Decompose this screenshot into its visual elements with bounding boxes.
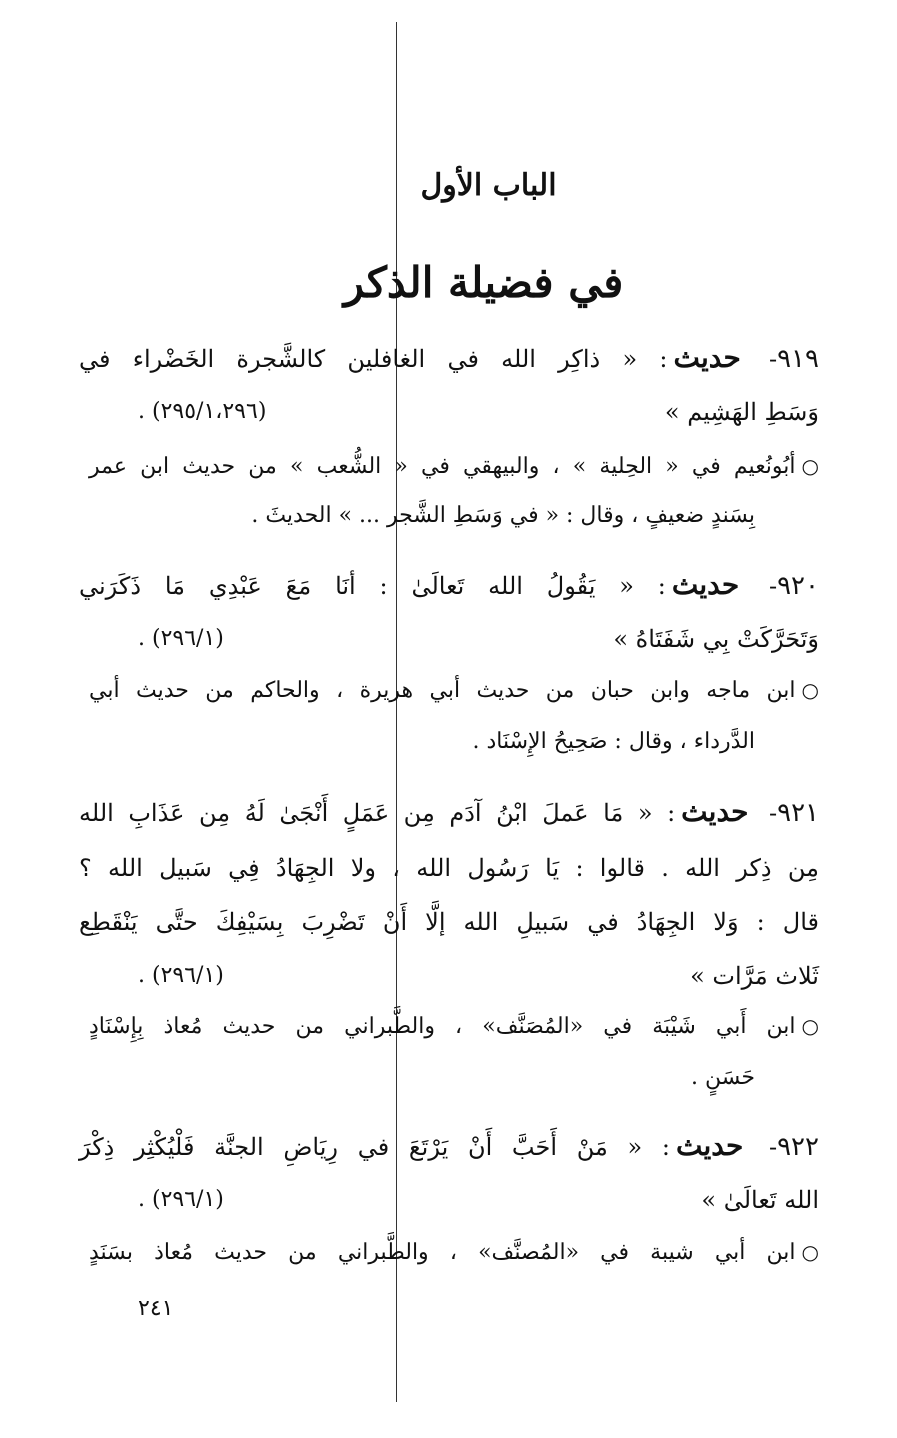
section-title: في فضيلة الذكر bbox=[343, 258, 624, 307]
hadith-919-note-2: بِسَندٍ ضعيفٍ ، وقال : « في وَسَطِ الشَّجر ... » الحديثَ . bbox=[251, 503, 755, 528]
chapter-title: الباب الأول bbox=[420, 168, 557, 203]
hadith-label: حديث bbox=[671, 568, 740, 601]
bullet-circle-icon: ○ bbox=[801, 454, 819, 478]
hadith-920-ref: (٢٩٦/١) . bbox=[138, 626, 224, 651]
hadith-number: ٩٢١ bbox=[777, 798, 820, 828]
hadith-label: حديث bbox=[675, 1129, 744, 1162]
hadith-920-note-2: الدَّرداء ، وقال : صَحِيحُ الإِسْنَاد . bbox=[472, 729, 755, 754]
hadith-920-line-2: وَتَحَرَّكَتْ بِي شَفَتَاهُ » bbox=[613, 625, 819, 653]
hadith-921-line-4: ثَلاث مَرَّات » bbox=[690, 962, 819, 990]
hadith-921-line-2: مِن ذِكر الله . قالوا : يَا رَسُول الله ، ولا الجِهَادُ فِي سَبيل الله ؟ bbox=[79, 854, 819, 882]
hadith-921-note-2: حَسَنٍ . bbox=[691, 1065, 755, 1090]
hadith-919-line-1: ٩١٩- حديث: « ذاكِر الله في الغافلين كالشَّجرة الخَضْراء في bbox=[79, 341, 819, 374]
hadith-922-note-1: ○ابن أبي شيبة في «المُصنَّف» ، والطَّبراني من حديث مُعاذ بسَنَدٍ bbox=[89, 1232, 819, 1273]
hadith-text: « مَنْ أَحَبَّ أَنْ يَرْتَعَ في رِيَاضِ الجنَّة فَلْيُكْثِر ذِكْرَ bbox=[79, 1133, 643, 1161]
hadith-921-note-1: ○ابن أَبي شَيْبَة في «المُصَنَّف» ، والطَّبراني من حديث مُعاذ بِإِسْنَادٍ bbox=[89, 1006, 819, 1047]
hadith-919-ref: (٢٩٥/١،٢٩٦) . bbox=[138, 399, 267, 424]
hadith-label: حديث bbox=[681, 795, 749, 828]
hadith-text: « يَقُولُ الله تَعالَىٰ : أنَا مَعَ عَبْدِي مَا ذَكَرَني bbox=[79, 572, 634, 600]
bullet-circle-icon: ○ bbox=[801, 1240, 819, 1264]
hadith-921-line-1: ٩٢١- حديث: « مَا عَملَ ابْنُ آدَم مِن عَمَلٍ أَنْجَىٰ لَهُ مِن عَذَابِ الله bbox=[79, 795, 820, 828]
hadith-922-ref: (٢٩٦/١) . bbox=[138, 1187, 224, 1212]
bullet-circle-icon: ○ bbox=[801, 1014, 819, 1038]
hadith-text: « مَا عَملَ ابْنُ آدَم مِن عَمَلٍ أَنْجَىٰ لَهُ مِن عَذَابِ الله bbox=[79, 799, 653, 827]
hadith-921-line-3: قال : وَلا الجِهَادُ في سَبيلِ الله إلَّا أَنْ تَضْرِبَ بِسَيْفِكَ حتَّى يَنْقَطِع bbox=[79, 908, 819, 936]
hadith-920-note-1: ○ابن ماجه وابن حبان من حديث أبي هريرة ، والحاكم من حديث أبي bbox=[89, 670, 819, 711]
hadith-number: ٩٢٢ bbox=[777, 1132, 819, 1162]
hadith-number: ٩١٩ bbox=[777, 344, 819, 374]
hadith-919-note-1: ○أبُونُعيم في « الحِلية » ، والبيهقي في « الشُّعب » من حديث ابن عمر bbox=[89, 446, 819, 487]
hadith-922-line-1: ٩٢٢- حديث: « مَنْ أَحَبَّ أَنْ يَرْتَعَ في رِيَاضِ الجنَّة فَلْيُكْثِر ذِكْرَ bbox=[79, 1129, 819, 1162]
page-number: ٢٤١ bbox=[138, 1296, 174, 1321]
hadith-920-line-1: ٩٢٠- حديث: « يَقُولُ الله تَعالَىٰ : أنَا مَعَ عَبْدِي مَا ذَكَرَني bbox=[79, 568, 819, 601]
hadith-label: حديث bbox=[673, 341, 741, 374]
hadith-text: « ذاكِر الله في الغافلين كالشَّجرة الخَضْراء في bbox=[79, 345, 638, 373]
hadith-921-ref: (٢٩٦/١) . bbox=[138, 963, 224, 988]
hadith-919-line-2: وَسَطِ الهَشِيم » bbox=[664, 398, 819, 426]
hadith-922-line-2: الله تَعالَىٰ » bbox=[701, 1186, 819, 1214]
hadith-number: ٩٢٠ bbox=[777, 571, 819, 601]
bullet-circle-icon: ○ bbox=[801, 678, 819, 702]
